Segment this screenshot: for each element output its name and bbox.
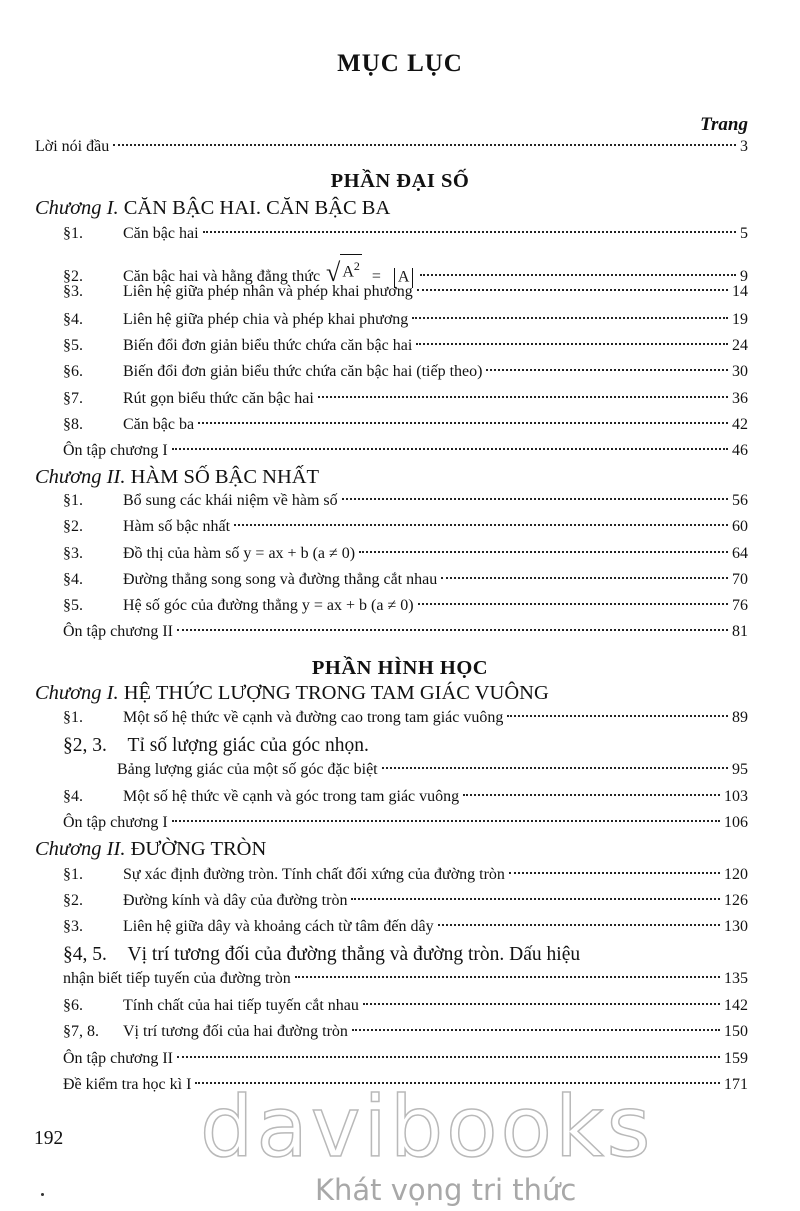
- toc-entry-text: Sự xác định đường tròn. Tính chất đối xứng của đường tròn: [123, 866, 505, 883]
- section-number: §3.: [63, 283, 83, 300]
- section-number: §6.: [63, 363, 83, 380]
- dot-leader: [295, 976, 720, 978]
- toc-page-number: 60: [732, 518, 748, 535]
- part-heading-geometry: PHẦN HÌNH HỌC: [311, 657, 489, 679]
- section-number: §1.: [63, 866, 83, 883]
- speck-mark: [41, 1193, 44, 1196]
- chapter-heading: [35, 466, 319, 489]
- dot-leader: [177, 1056, 720, 1058]
- toc-entry-text: Liên hệ giữa phép chia và phép khai phương: [123, 311, 409, 328]
- dot-leader: [342, 498, 728, 500]
- toc-entry[interactable]: [63, 788, 748, 806]
- chapter-heading: [35, 197, 390, 220]
- toc-page-number: 95: [732, 761, 748, 778]
- part-heading-algebra: PHẦN ĐẠI SỐ: [330, 170, 470, 192]
- toc-entry-text: Liên hệ giữa phép nhân và phép khai phương: [123, 283, 413, 300]
- toc-entry-text: Ôn tập chương II: [63, 623, 173, 640]
- dot-leader: [177, 629, 728, 631]
- toc-entry-text: Đường thẳng song song và đường thẳng cắt nhau: [123, 571, 438, 588]
- toc-page-number: 159: [724, 1050, 748, 1067]
- toc-page-number: 64: [732, 545, 748, 562]
- toc-entry-text: Căn bậc hai và hằng đẳng thức: [123, 268, 321, 286]
- chapter-prefix: Chương II.: [35, 466, 126, 488]
- toc-entry[interactable]: [63, 283, 748, 301]
- toc-entry-first-line[interactable]: [63, 944, 580, 966]
- toc-entry-text: Vị trí tương đối của hai đường tròn: [123, 1023, 348, 1040]
- page-title: MỤC LỤC: [337, 50, 463, 77]
- toc-entry-text: nhận biết tiếp tuyến của đường tròn: [63, 970, 291, 987]
- section-number: §8.: [63, 416, 83, 433]
- section-number: §6.: [63, 997, 83, 1014]
- section-number: §1.: [63, 225, 83, 242]
- toc-entry-text: Đề kiểm tra học kì I: [63, 1076, 192, 1093]
- toc-entry[interactable]: [63, 571, 748, 589]
- section-number: §2, 3.: [63, 735, 107, 756]
- toc-entry-text: Căn bậc hai: [123, 225, 199, 242]
- dot-leader: [441, 577, 728, 579]
- sqrt-formula: √ $A^2$: [326, 254, 362, 283]
- page-number: 192: [34, 1128, 64, 1149]
- formula-equals: =: [371, 268, 381, 286]
- toc-page-number: 36: [732, 390, 748, 407]
- toc-page-number: 120: [724, 866, 748, 883]
- dot-leader: [363, 1003, 720, 1005]
- section-number: §5.: [63, 337, 83, 354]
- chapter-heading: [35, 682, 549, 705]
- toc-page-number: 46: [732, 442, 748, 459]
- toc-entry-text: Rút gọn biểu thức căn bậc hai: [123, 390, 314, 407]
- toc-entry-text: Tính chất của hai tiếp tuyến cắt nhau: [123, 997, 359, 1014]
- toc-page-number: 9: [740, 268, 748, 286]
- section-number: §4.: [63, 571, 83, 588]
- toc-page-number: 5: [740, 225, 748, 242]
- toc-entry-text: Hàm số bậc nhất: [123, 518, 231, 535]
- toc-entry-text: Ôn tập chương I: [63, 814, 168, 831]
- toc-entry-text: Đường kính và dây của đường tròn: [123, 892, 348, 909]
- toc-entry-text: Bổ sung các khái niệm về hàm số: [123, 492, 338, 509]
- section-number: §2.: [63, 518, 83, 535]
- section-number: §4, 5.: [63, 944, 107, 965]
- toc-entry-text: Căn bậc ba: [123, 416, 195, 433]
- toc-entry-continuation[interactable]: [117, 761, 748, 779]
- toc-entry[interactable]: [63, 492, 748, 510]
- toc-page-number: 56: [732, 492, 748, 509]
- toc-entry[interactable]: [63, 1023, 748, 1041]
- toc-page-number: 106: [724, 814, 748, 831]
- dot-leader: [509, 872, 720, 874]
- chapter-prefix: Chương II.: [35, 838, 126, 860]
- chapter-title: HỆ THỨC LƯỢNG TRONG TAM GIÁC VUÔNG: [123, 682, 549, 704]
- toc-entry-text: Liên hệ giữa dây và khoảng cách từ tâm đến dây: [123, 918, 434, 935]
- toc-entry[interactable]: [63, 597, 748, 615]
- toc-entry-text: Một số hệ thức về cạnh và đường cao trong tam giác vuông: [123, 709, 504, 726]
- dot-leader: [234, 524, 728, 526]
- toc-page-number: 126: [724, 892, 748, 909]
- chapter-prefix: Chương I.: [35, 682, 119, 704]
- dot-leader: [318, 396, 728, 398]
- toc-page-number: 150: [724, 1023, 748, 1040]
- toc-entry-first-line[interactable]: [63, 735, 369, 757]
- chapter-title: ĐƯỜNG TRÒN: [130, 838, 267, 860]
- toc-entry[interactable]: [63, 545, 748, 563]
- dot-leader: [420, 274, 736, 276]
- dot-leader: [486, 369, 728, 371]
- toc-page-number: 42: [732, 416, 748, 433]
- toc-entry-text: Đồ thị của hàm số y = ax + b (a ≠ 0): [123, 545, 356, 562]
- section-number: §5.: [63, 597, 83, 614]
- toc-entry[interactable]: [63, 311, 748, 329]
- toc-page-number: 76: [732, 597, 748, 614]
- toc-entry-text: Ôn tập chương I: [63, 442, 168, 459]
- toc-page-number: 89: [732, 709, 748, 726]
- toc-page-number: 70: [732, 571, 748, 588]
- dot-leader: [382, 767, 728, 769]
- toc-entry-text: Ôn tập chương II: [63, 1050, 173, 1067]
- toc-entry-text: Một số hệ thức về cạnh và góc trong tam giác vuông: [123, 788, 460, 805]
- toc-entry[interactable]: [63, 518, 748, 536]
- toc-entry[interactable]: [63, 337, 748, 355]
- section-number: §1.: [63, 709, 83, 726]
- radical-sign-icon: √: [326, 258, 341, 288]
- dot-leader: [172, 820, 720, 822]
- toc-page-number: 14: [732, 283, 748, 300]
- toc-page-number: 30: [732, 363, 748, 380]
- toc-page-number: 130: [724, 918, 748, 935]
- toc-entry[interactable]: [63, 918, 748, 936]
- toc-entry[interactable]: [63, 892, 748, 910]
- watermark-brand: davibooks: [200, 1078, 654, 1176]
- dot-leader: [412, 317, 728, 319]
- toc-entry-review[interactable]: [63, 623, 748, 641]
- toc-entry-continuation[interactable]: [63, 970, 748, 988]
- abs-value-formula: A: [391, 268, 417, 288]
- dot-leader: [507, 715, 728, 717]
- dot-leader: [463, 794, 720, 796]
- toc-page-number: 3: [740, 138, 748, 155]
- toc-entry[interactable]: [63, 997, 748, 1015]
- toc-entry[interactable]: [63, 416, 748, 434]
- dot-leader: [438, 924, 720, 926]
- section-number: §7.: [63, 390, 83, 407]
- section-number: §3.: [63, 545, 83, 562]
- toc-entry-review[interactable]: [63, 1050, 748, 1068]
- page-column-label: Trang: [700, 114, 748, 135]
- section-number: §7, 8.: [63, 1023, 99, 1040]
- toc-entry[interactable]: [63, 709, 748, 727]
- toc-entry-text: Bảng lượng giác của một số góc đặc biệt: [117, 761, 378, 778]
- chapter-title: CĂN BẬC HAI. CĂN BẬC BA: [123, 197, 391, 219]
- section-number: §2.: [63, 892, 83, 909]
- toc-entry-review[interactable]: [63, 442, 748, 460]
- toc-entry-text: Lời nói đầu: [35, 138, 110, 155]
- toc-page-number: 103: [724, 788, 748, 805]
- chapter-heading: [35, 838, 266, 861]
- toc-page-number: 142: [724, 997, 748, 1014]
- dot-leader: [416, 343, 728, 345]
- toc-entry-text: Tỉ số lượng giác của góc nhọn.: [127, 735, 369, 756]
- toc-entry-text: Vị trí tương đối của đường thẳng và đường tròn. Dấu hiệu: [127, 944, 581, 965]
- dot-leader: [417, 289, 728, 291]
- watermark-slogan: Khát vọng tri thức: [315, 1173, 577, 1207]
- chapter-prefix: Chương I.: [35, 197, 119, 219]
- dot-leader: [203, 231, 736, 233]
- toc-entry-review[interactable]: [63, 814, 748, 832]
- section-number: §2.: [63, 268, 83, 286]
- dot-leader: [359, 551, 728, 553]
- dot-leader: [352, 1029, 720, 1031]
- dot-leader: [351, 898, 720, 900]
- toc-entry[interactable]: [63, 363, 748, 381]
- section-number: §3.: [63, 918, 83, 935]
- toc-entry[interactable]: [63, 390, 748, 408]
- toc-entry-text: Biến đổi đơn giản biểu thức chứa căn bậc hai (tiếp theo): [123, 363, 483, 380]
- toc-entry[interactable]: [63, 866, 748, 884]
- toc-page-number: 135: [724, 970, 748, 987]
- dot-leader: [113, 144, 736, 146]
- toc-page-number: 24: [732, 337, 748, 354]
- toc-entry-text: Hệ số góc của đường thẳng y = ax + b (a ≠ 0): [123, 597, 414, 614]
- toc-entry[interactable]: [63, 225, 748, 243]
- toc-page-number: 19: [732, 311, 748, 328]
- dot-leader: [418, 603, 728, 605]
- dot-leader: [172, 448, 728, 450]
- chapter-title: HÀM SỐ BẬC NHẤT: [130, 466, 320, 488]
- toc-page-number: 81: [732, 623, 748, 640]
- toc-page-number: 171: [724, 1076, 748, 1093]
- section-number: §1.: [63, 492, 83, 509]
- toc-entry-text: Biến đổi đơn giản biểu thức chứa căn bậc hai: [123, 337, 413, 354]
- dot-leader: [198, 422, 728, 424]
- section-number: §4.: [63, 311, 83, 328]
- toc-entry-intro[interactable]: [35, 138, 748, 156]
- section-number: §4.: [63, 788, 83, 805]
